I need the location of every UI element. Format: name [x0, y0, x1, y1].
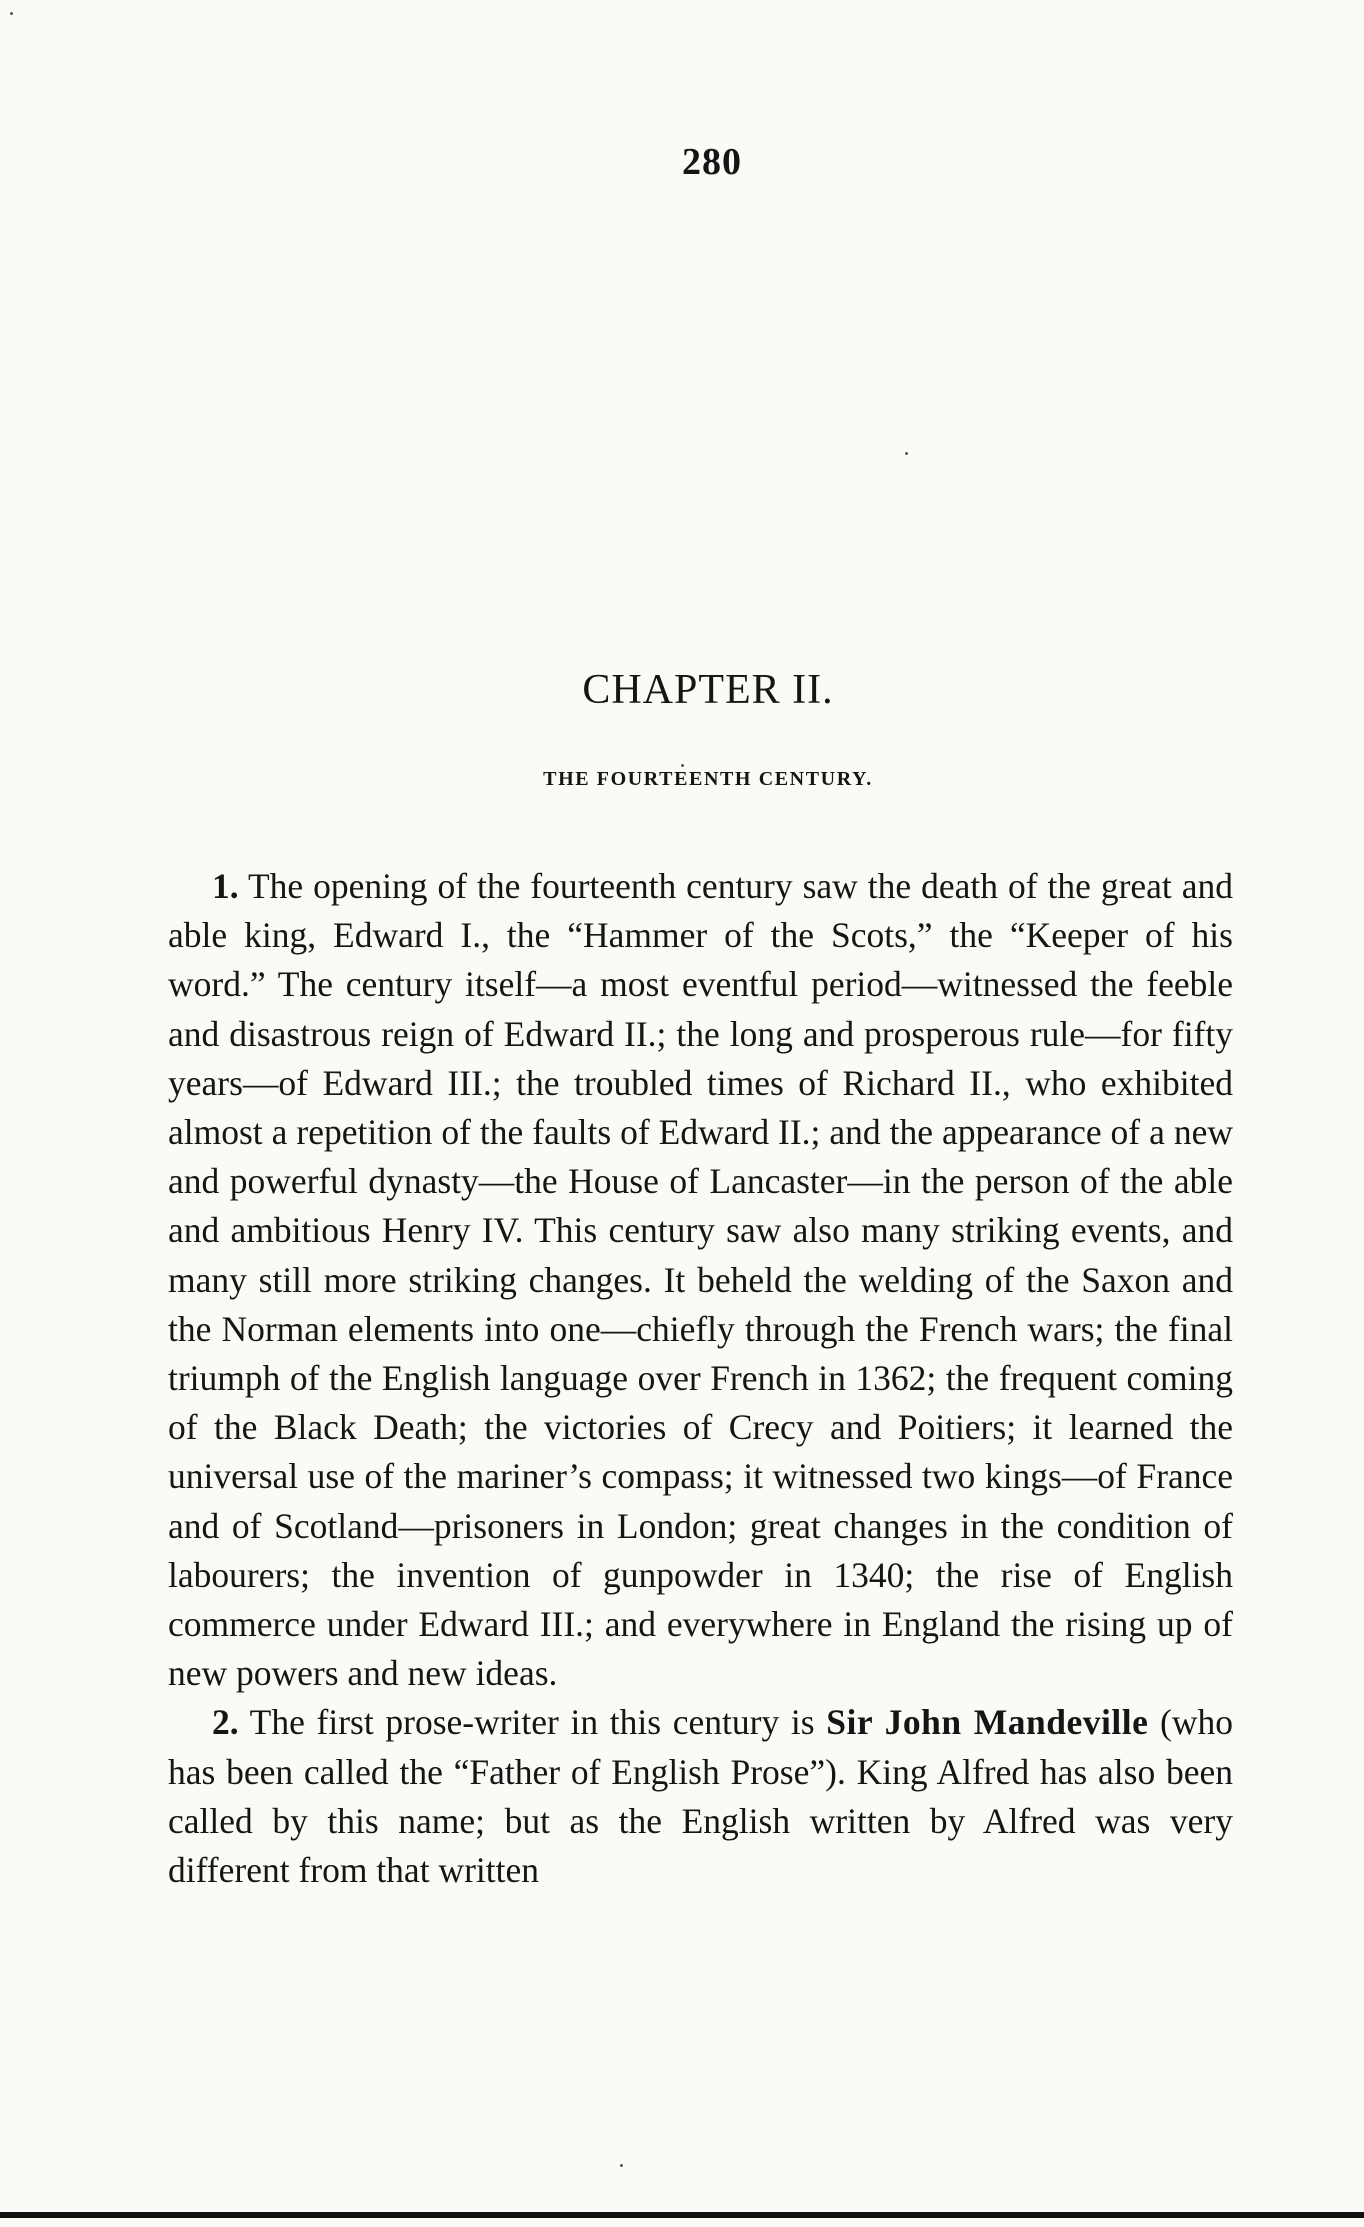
paper-speck: [10, 12, 13, 15]
page-number: 280: [682, 141, 742, 183]
paragraph-number: 1.: [212, 866, 239, 906]
chapter-body: [168, 862, 1233, 1895]
paragraph-number: 2.: [212, 1702, 239, 1743]
paper-speck: [620, 2164, 623, 2167]
paper-speck: [681, 764, 684, 767]
paper-speck: [905, 452, 908, 455]
author-name: Sir John Mandeville: [826, 1702, 1149, 1743]
paragraph-text: (who has been called the “Father of English Prose”). King Alfred has also been called by this name; but as the English written by Alfred was very different from that written: [168, 1702, 1234, 1891]
page-bottom-edge: [0, 2212, 1364, 2218]
chapter-subtitle: THE FOURTEENTH CENTURY.: [543, 768, 873, 790]
chapter-title: CHAPTER II.: [582, 667, 834, 713]
paragraph-text: The opening of the fourteenth century saw the death of the great and able king, Edward I., the “Hammer of the Scots,” the “Keeper of his word.” The century itself—a most eventful period—witnessed the feeble and disastrous reign of Edward II.; the long and prosperous rule—for fifty years—of Edward III.; the troubled times of Richard II., who exhibited almost a repetition of the faults of Edward II.; and the appearance of a new and powerful dynasty—the House of Lancaster—in the person of the able and ambitious Henry IV. This century saw also many striking events, and many still more striking changes. It beheld the welding of the Saxon and the Norman elements into one—chiefly through the French wars; the final triumph of the English language over French in 1362; the frequent coming of the Black Death; the victories of Crecy and Poitiers; it learned the universal use of the mariner’s compass; it witnessed two kings—of France and of Scotland—prisoners in London; great changes in the condition of labourers; the invention of gunpowder in 1340; the rise of English commerce under Edward III.; and everywhere in England the rising up of new powers and new ideas.: [168, 866, 1233, 1694]
paragraph-2: [168, 1698, 1233, 1895]
paragraph-1: [168, 862, 1233, 1698]
paragraph-text: The first prose-writer in this century is: [249, 1702, 815, 1743]
